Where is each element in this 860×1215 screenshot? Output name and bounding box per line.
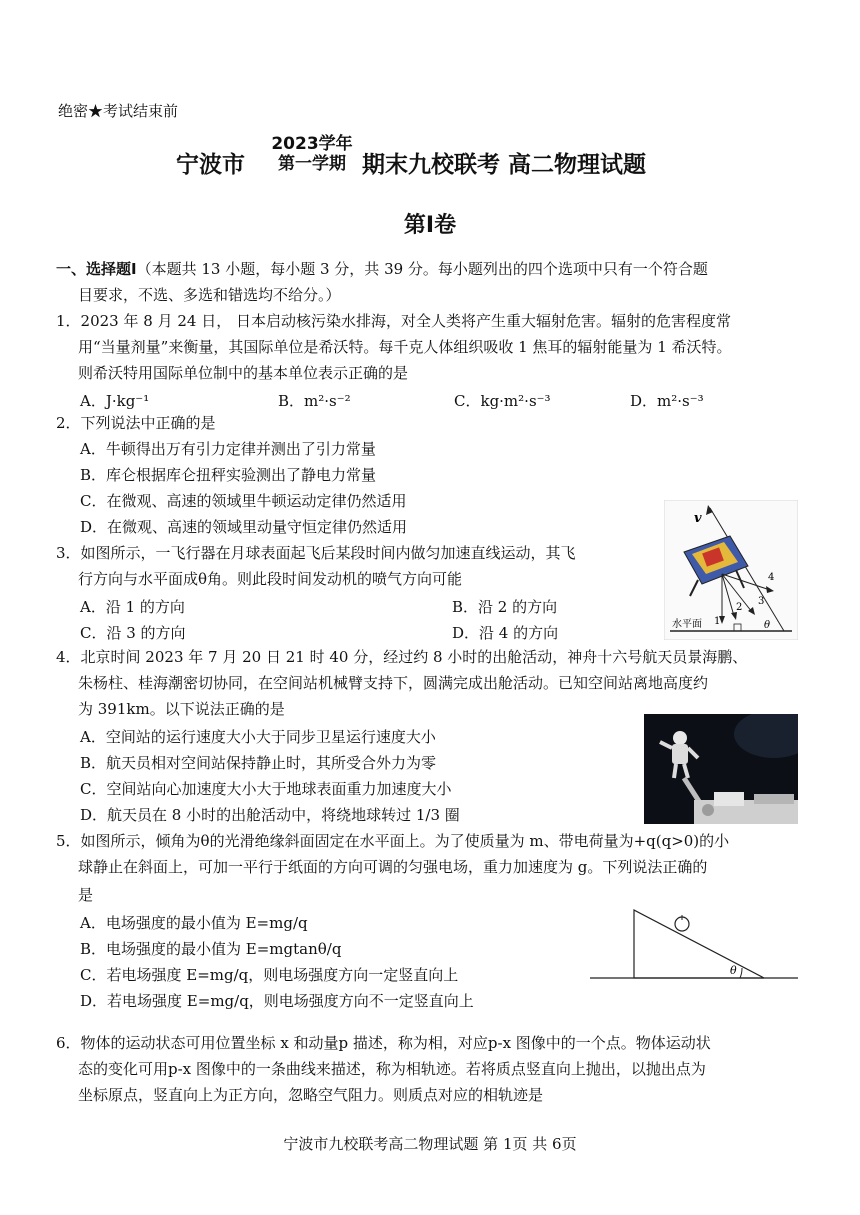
q1-line1: 1．2023 年 8 月 24 日， 日本启动核污染水排海，对全人类将产生重大辐射危害。辐射的危害程度常 (56, 312, 731, 330)
theta-label: θ (730, 964, 737, 977)
q1-line2: 用“当量剂量”来衡量，其国际单位是希沃特。每千克人体组织吸收 1 焦耳的辐射能量为 1 希沃特。 (78, 338, 732, 356)
q4-option-b: B．航天员相对空间站保持静止时，其所受合外力为零 (80, 754, 437, 772)
q2-option-a: A．牛顿得出万有引力定律并测出了引力常量 (80, 440, 376, 458)
q1-option-d: D．m²·s⁻³ (630, 392, 704, 410)
q5-line2: 球静止在斜面上，可加一平行于纸面的方向可调的匀强电场，重力加速度为 g。下列说法正确的 (78, 858, 708, 876)
q2-option-c: C．在微观、高速的领域里牛顿运动定律仍然适用 (80, 492, 407, 510)
q4-line2: 朱杨柱、桂海潮密切协同，在空间站机械臂支持下，圆满完成出舱活动。已知空间站离地高度约 (78, 674, 709, 692)
q5-incline-figure (588, 900, 800, 984)
q1-option-b: B．m²·s⁻² (278, 392, 351, 410)
angle-arc (740, 968, 742, 978)
q1-line3: 则希沃特用国际单位制中的基本单位表示正确的是 (78, 364, 409, 382)
confidential-header: 绝密★考试结束前 (58, 102, 179, 120)
q6-line3: 坐标原点，竖直向上为正方向，忽略空气阻力。则质点对应的相轨迹是 (78, 1086, 544, 1104)
label-2: 2 (736, 602, 743, 613)
q6-line2: 态的变化可用p-x 图像中的一条曲线来描述，称为相轨迹。若将质点竖直向上抛出，以抛出点为 (78, 1060, 706, 1078)
question-1 (56, 308, 806, 416)
q4-line1: 4．北京时间 2023 年 7 月 20 日 21 时 40 分，经过约 8 小时的出舱活动，神舟十六号航天员景海鹏、 (56, 648, 748, 666)
incline-triangle (634, 910, 764, 978)
q4-option-c: C．空间站向心加速度大小大于地球表面重力加速度大小 (80, 780, 452, 798)
q3-spacecraft-figure (664, 500, 798, 640)
ground-label: 水平面 (672, 619, 702, 630)
q5-option-b: B．电场强度的最小值为 E=mgtanθ/q (80, 940, 342, 958)
label-3: 3 (758, 596, 765, 607)
theta-label: θ (764, 620, 771, 631)
q3-option-d: D．沿 4 的方向 (452, 624, 559, 642)
q5-line1: 5．如图所示，倾角为θ的光滑绝缘斜面固定在水平面上。为了使质量为 m、带电荷量为+q(q>0)的小 (56, 832, 730, 850)
q5-option-c: C．若电场强度 E=mg/q，则电场强度方向一定竖直向上 (80, 966, 459, 984)
q2-stem: 2．下列说法中正确的是 (56, 414, 216, 432)
title-year-block (266, 134, 358, 174)
title-city: 宁波市 (176, 152, 245, 178)
title-main: 期末九校联考 高二物理试题 (362, 152, 647, 178)
q1-option-c: C．kg·m²·s⁻³ (454, 392, 551, 410)
title-year: 2023学年 (271, 134, 353, 154)
section-label: 一、选择题Ⅰ (56, 260, 137, 278)
q4-option-d: D．航天员在 8 小时的出舱活动中，将绕地球转过 1/3 圈 (80, 806, 460, 824)
volume-heading: 第Ⅰ卷 (403, 213, 457, 238)
label-1: 1 (714, 616, 721, 627)
question-6 (56, 1030, 806, 1108)
exam-title (176, 132, 696, 192)
q1-option-a: A．J·kg⁻¹ (80, 392, 150, 410)
title-semester: 第一学期 (278, 154, 346, 174)
q3-option-b: B．沿 2 的方向 (452, 598, 558, 616)
q3-option-a: A．沿 1 的方向 (80, 598, 185, 616)
q5-option-a: A．电场强度的最小值为 E=mg/q (80, 914, 308, 932)
q4-astronaut-photo (644, 714, 798, 824)
section-note-line2: 目要求，不选、多选和错选均不给分。） (78, 286, 341, 304)
velocity-label: v (694, 511, 702, 526)
page-footer: 宁波市九校联考高二物理试题 第 1页 共 6页 (283, 1135, 577, 1153)
section-note-line1: （本题共 13 小题，每小题 3 分，共 39 分。每小题列出的四个选项中只有一个符合题 (136, 260, 708, 278)
q5-line3: 是 (78, 886, 94, 904)
q6-line1: 6．物体的运动状态可用位置坐标 x 和动量p 描述，称为相，对应p-x 图像中的一个点。物体运动状 (56, 1034, 711, 1052)
label-4: 4 (768, 572, 775, 583)
q4-option-a: A．空间站的运行速度大小大于同步卫星运行速度大小 (80, 728, 436, 746)
section-heading (56, 256, 806, 308)
q2-option-d: D．在微观、高速的领域里动量守恒定律仍然适用 (80, 518, 408, 536)
q3-option-c: C．沿 3 的方向 (80, 624, 186, 642)
q5-option-d: D．若电场强度 E=mg/q，则电场强度方向不一定竖直向上 (80, 992, 474, 1010)
q3-line2: 行方向与水平面成θ角。则此段时间发动机的喷气方向可能 (78, 570, 463, 588)
q3-line1: 3．如图所示，一飞行器在月球表面起飞后某段时间内做匀加速直线运动，其飞 (56, 544, 576, 562)
q2-option-b: B．库仑根据库仑扭秤实验测出了静电力常量 (80, 466, 377, 484)
q4-line3: 为 391km。以下说法正确的是 (78, 700, 285, 718)
